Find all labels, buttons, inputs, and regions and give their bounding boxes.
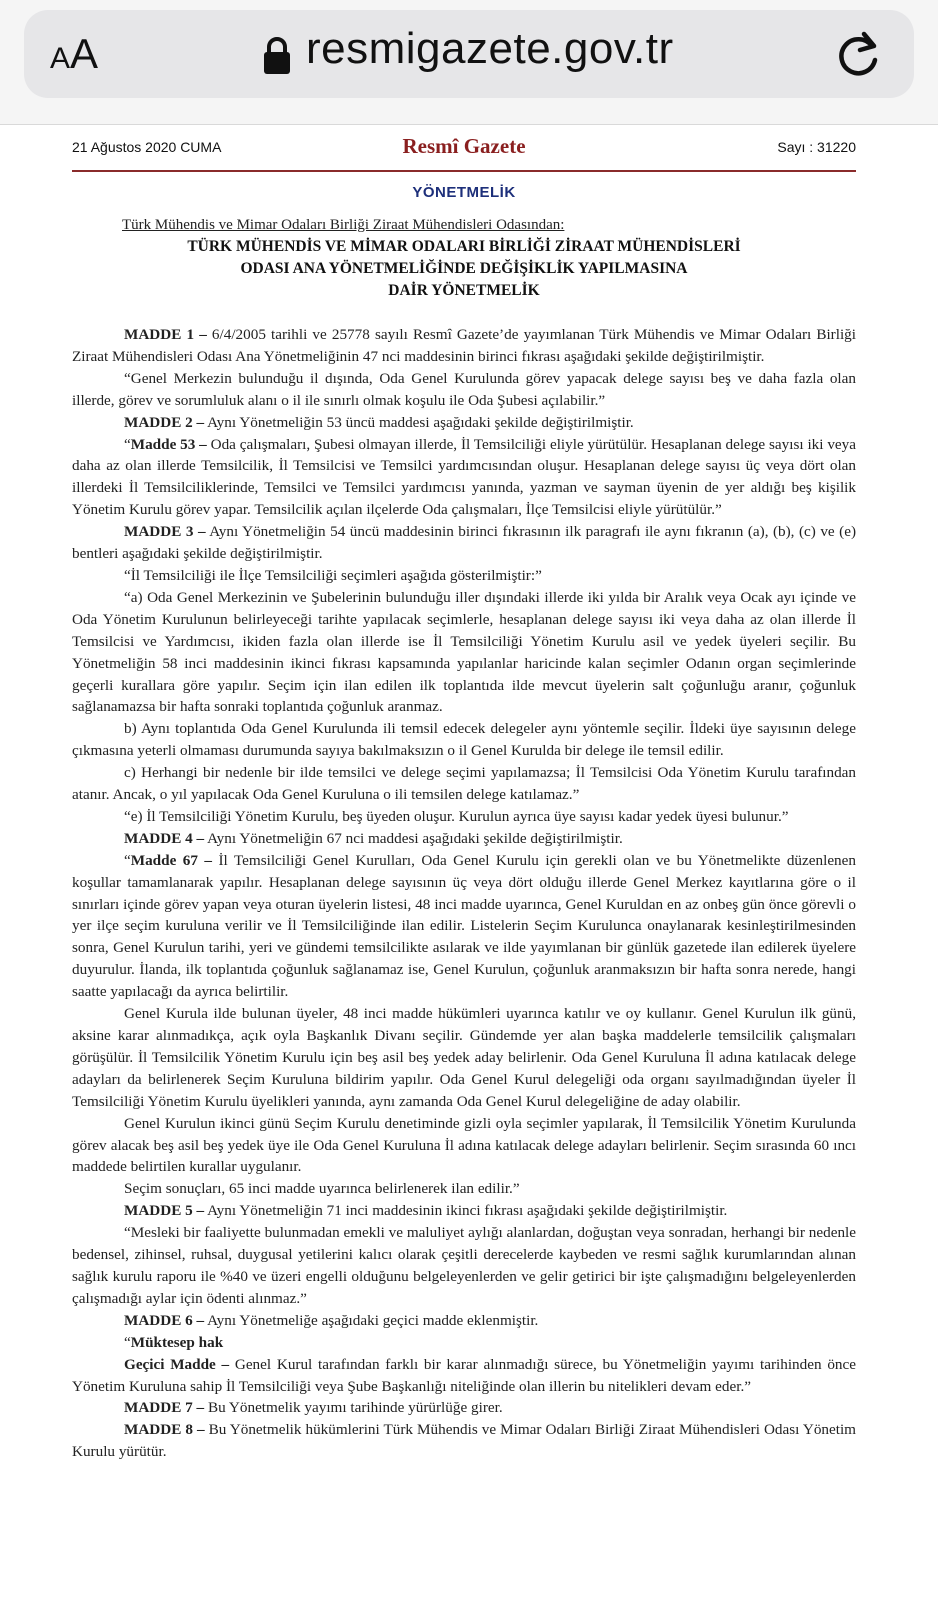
paragraph (72, 565, 856, 587)
paragraph (72, 1003, 856, 1113)
paragraph-text: “Mesleki bir faaliyette bulunmadan emekli ve maluliyet aylığı alanlardan, doğuştan veya sonradan, herhangi bir nedenle bedensel, zihinsel, ruhsal, duygusal yetilerini kalıcı olarak çeşitli derecelerde kaybeden ve resmi sağlık kurumlarından alınan sağlık kurulu raporu ile %40 ve üzeri engelli olduğunu belgeleyenlerden ve gelir getirici bir işte çalışmadığını belgeleyenlerden çalışmadığı aylar için ödenti alınmaz.” (72, 1224, 856, 1307)
paragraph (72, 762, 856, 806)
paragraph (72, 368, 856, 412)
paragraph-text: Seçim sonuçları, 65 inci madde uyarınca belirlenerek ilan edilir.” (124, 1180, 520, 1198)
paragraph-text: Aynı Yönetmeliğin 54 üncü maddesinin birinci fıkrasının ilk paragrafı ile aynı fıkranın (a), (b), (c) ve (e) bentleri aşağıdaki şekilde değiştirilmiştir. (72, 523, 856, 563)
paragraph (72, 1178, 856, 1200)
paragraph (72, 806, 856, 828)
url-text[interactable]: resmigazete.gov.tr (306, 24, 674, 73)
paragraph: “Madde 53 – Oda çalışmaları, Şubesi olmayan illerde, İl Temsilciliği eliyle yürütülür. Hesaplanan delege sayısı iki veya daha az olan illerde Temsilcilik, İl Temsilcisi ve Temsilci yardımcısından oluşur. Hesaplanan delege sayısı üç veya dört olan illerdeki İl Temsilciliklerinde, Temsilci ve Temsilci yardımcısı yanında, yazman ve sayman üyenin de yer aldığı beş kişilik Yönetim Kurulu görev yapar. Temsilcilik açılan ilçelerde Oda çalışmaları, İlçe Temsilcisi eliyle yürütülür.” (72, 435, 856, 519)
issuer-line: Türk Mühendis ve Mimar Odaları Birliği Ziraat Mühendisleri Odasından: (122, 217, 565, 233)
article-label: MADDE 2 – (124, 413, 205, 431)
paragraph-text: 6/4/2005 tarihli ve 25778 sayılı Resmî Gazete’de yayımlanan Türk Mühendis ve Mimar Odaları Birliği Ziraat Mühendisleri Odası Ana Yönetmeliğinin 47 nci maddesinin birinci fıkrası aşağıdaki şekilde değiştirilmiştir. (72, 326, 856, 365)
article-label: Müktesep hak (130, 1333, 224, 1351)
paragraph-text: Genel Kurula ilde bulunan üyeler, 48 inci madde hükümleri uyarınca katılır ve oy kullanır. Genel Kurulun ilk günü, aksine karar alınmadıkça, açık oyla Başkanlık Divanı seçilir. Gündemde yer alan başka maddelerle temsilcilik çalışmaları görüşülür. İl Temsilcilik Yönetim Kurulu için beş asil beş yedek aday belirlenir. Oda Genel Kuruluna İl adına katılacak delege adayları da belirlenerek Seçim Kuruluna bildirim yapılır. Oda Genel Kurul delegeliği oda organı sayılmadığından üyeler İl Temsilciliği Yönetim Kurulu üyelikleri yanında, aynı zamanda Oda Genel Kurul delegeliğine de aday olabilir. (72, 1005, 856, 1110)
article-label: MADDE 3 – (124, 523, 206, 541)
paragraph (72, 1397, 856, 1419)
paragraph-text: “Genel Merkezin bulunduğu il dışında, Oda Genel Kurulunda görev yapacak delege sayısı beş ve daha fazla olan illerde, görev ve sorumluluk alanı o il ile sınırlı olmak koşulu ile Oda Şubesi açılabilir.” (72, 369, 856, 409)
address-bar[interactable] (24, 10, 914, 98)
article-label: MADDE 8 – (124, 1421, 205, 1439)
paragraph (72, 521, 856, 565)
article-label: MADDE 1 – (124, 326, 207, 343)
article-label: MADDE 6 – (124, 1311, 205, 1329)
paragraph (72, 324, 856, 368)
issue-number: Sayı : 31220 (777, 139, 856, 155)
article-label: Madde 53 – (130, 435, 207, 453)
paragraph-text: “e) İl Temsilciliği Yönetim Kurulu, beş üyeden oluşur. Kurulun ayrıca üye sayısı kadar yedek üyesi bulunur.” (124, 807, 789, 825)
paragraph: “Madde 67 – İl Temsilciliği Genel Kurulları, Oda Genel Kurulu için gerekli olan ve bu Yönetmelikte düzenlenen koşullar tamamlanarak yapılır. Hesaplanan delege sayısının üç veya dört olduğu illerde Genel Merkez kayıtlarına göre o il sınırları içinde görev yapan veya oturan üyelerin listesi, 48 inci madde uyarınca, Genel Kuruldan en az onbeş gün önce görevli o yer ilçe seçim kuruluna verilir ve İl Temsilciliğinde ilan edilir. Listelerin Seçim Kurulunca onaylanarak kesinleştirilmesinden sonra, Genel Kurulun tarihi, yeri ve gündemi temsilcilikte asılarak ve ilde yayımlanan bir günlük gazetede ilan edilerek üyelere duyurulur. İlanda, ilk toplantıda çoğunluk sağlanamaz ise, Genel Kurulun, çoğunluk aranmaksızın bir hafta sonra nerede, hangi saatte yapılacağı da ayrıca belirtilir. (72, 851, 856, 1001)
paragraph (72, 1419, 856, 1463)
gazette-name: Resmî Gazete (402, 134, 526, 158)
paragraph-text: Bu Yönetmelik hükümlerini Türk Mühendis ve Mimar Odaları Birliği Ziraat Mühendisleri Odası Yönetim Kurulu yürütür. (72, 1421, 857, 1461)
title-line: TÜRK MÜHENDİS VE MİMAR ODALARI BİRLİĞİ ZİRAAT MÜHENDİSLERİ (187, 238, 741, 255)
regulation-title (72, 236, 856, 302)
issue-date: 21 Ağustos 2020 CUMA (72, 139, 222, 155)
paragraph-text: “İl Temsilciliği ile İlçe Temsilciliği seçimleri aşağıda gösterilmiştir:” (124, 566, 542, 584)
paragraph (72, 1200, 856, 1222)
paragraph-text: Aynı Yönetmeliğe aşağıdaki geçici madde eklenmiştir. (204, 1311, 539, 1329)
paragraph (72, 718, 856, 762)
browser-toolbar (0, 0, 938, 125)
paragraph-text: Aynı Yönetmeliğin 53 üncü maddesi aşağıdaki şekilde değiştirilmiştir. (204, 413, 634, 431)
regulation-body (72, 324, 856, 1463)
article-label: MADDE 4 – (124, 829, 205, 847)
paragraph-text: Genel Kurul tarafından farklı bir karar alınmadığı sürece, bu Yönetmeliğin yayımı tarihinden önce Yönetim Kuruluna sahip İl Temsilciliği veya Şube Başkanlığı niteliğinde olan illerin bu nitelikleri devam eder.” (72, 1355, 856, 1395)
paragraph-text: Oda çalışmaları, Şubesi olmayan illerde, İl Temsilciliği eliyle yürütülür. Hesaplanan delege sayısı iki veya daha az olan illerde Temsilcilik, İl Temsilcisi ve Temsilci yardımcısından oluşur. Hesaplanan delege sayısı üç veya dört olan illerdeki İl Temsilciliklerinde, Temsilci ve Temsilci yardımcısı yanında, yazman ve sayman üyenin de yer aldığı beş kişilik Yönetim Kurulu görev yapar. Temsilcilik açılan ilçelerde Oda çalışmaları, İlçe Temsilcisi eliyle yürütülür.” (72, 435, 856, 519)
paragraph-text: İl Temsilciliği Genel Kurulları, Oda Genel Kurulu için gerekli olan ve bu Yönetmelikte düzenlenen koşullar tamamlanarak yapılır. Hesaplanan delege sayısının üç veya dört olduğu illerde Genel Merkez kayıtlarına göre o il sınırları içinde görev yapan veya oturan üyelerin listesi, 48 inci madde uyarınca, Genel Kuruldan en az onbeş gün önce görevli o yer ilçe seçim kuruluna verilir ve İl Temsilciliğinde ilan edilir. Listelerin Seçim Kurulunca onaylanarak kesinleştirilmesinden sonra, Genel Kurulun tarihi, yeri ve gündemi temsilcilikte asılarak ve ilde yayımlanan bir günlük gazetede ilan edilerek üyelere duyurulur. İlanda, ilk toplantıda çoğunluk sağlanamaz ise, Genel Kurulun, çoğunluk aranmaksızın bir hafta sonra nerede, hangi saatte yapılacağı da ayrıca belirtilir. (72, 851, 856, 1001)
title-line: DAİR YÖNETMELİK (388, 282, 540, 299)
article-label: MADDE 5 – (124, 1202, 205, 1220)
paragraph (72, 1354, 856, 1398)
paragraph-text: c) Herhangi bir nedenle bir ilde temsilci ve delege seçimi yapılamazsa; İl Temsilcisi Oda Yönetim Kurulu tarafından atanır. Ancak, o yıl yapılacak Oda Genel Kuruluna o ili temsilen delege katılamaz.” (72, 764, 856, 804)
paragraph (72, 1310, 856, 1332)
article-label: Madde 67 – (130, 851, 213, 869)
paragraph-text: Bu Yönetmelik yayımı tarihinde yürürlüğe girer. (204, 1399, 503, 1417)
title-line: ODASI ANA YÖNETMELİĞİNDE DEĞİŞİKLİK YAPILMASINA (240, 260, 688, 277)
article-label: Geçici Madde – (124, 1355, 230, 1373)
paragraph (72, 1222, 856, 1310)
paragraph: “Müktesep hak (124, 1333, 224, 1351)
paragraph-text: Aynı Yönetmeliğin 67 nci maddesi aşağıdaki şekilde değiştirilmiştir. (204, 829, 623, 847)
gazette-header (72, 132, 856, 172)
paragraph-text: “a) Oda Genel Merkezinin ve Şubelerinin bulunduğu iller dışındaki illerde iki yılda bir Aralık veya Ocak ayı içinde ve Oda Yönetim Kurulunun belirleyeceği tarihte yapılacak seçimlerle, hesaplanan delege sayısı iki veya daha az olan illerde İl Temsilcisi ve Yardımcısı, ikiden fazla olan illerde ise İl Temsilciliği Yönetim Kurulu asil ve yedek üyeleri seçilir. Bu Yönetmeliğin 58 inci maddesinin ikinci fıkrası kapsamında yapılanlar haricinde kalan seçimler Odanın organ seçimlerinde geçerli kurallara göre yapılır. Seçim için ilan edilen ilk toplantıda ilde mevcut üyelerin salt çoğunluğu aranır, çoğunluk sağlanamazsa bir hafta sonraki toplantıda çoğunluk aranmaz. (72, 588, 856, 716)
paragraph (72, 1113, 856, 1179)
paragraph (72, 587, 856, 718)
gazette-page (72, 124, 856, 1463)
paragraph-text: Aynı Yönetmeliğin 71 inci maddesinin ikinci fıkrası aşağıdaki şekilde değiştirilmiştir. (204, 1202, 728, 1220)
paragraph (72, 828, 856, 850)
section-heading: YÖNETMELİK (412, 184, 516, 201)
paragraph-text: Genel Kurulun ikinci günü Seçim Kurulu denetiminde gizli oyla seçimler yapılarak, İl Temsilcilik Yönetim Kurulunda görev alacak beş asil beş yedek üye ile Oda Genel Kuruluna İl adına katılacak delege adayları belirlenir. Seçim sırasında 60 ıncı maddede belirtilen kurallar uygulanır. (72, 1114, 856, 1176)
paragraph (72, 412, 856, 434)
article-label: MADDE 7 – (124, 1399, 205, 1417)
reload-icon[interactable] (832, 26, 884, 82)
text-size-button[interactable]: AA (50, 30, 99, 77)
lock-icon (262, 36, 292, 76)
paragraph-text: b) Aynı toplantıda Oda Genel Kurulunda ili temsil edecek delegeler aynı yöntemle seçilir. İldeki üye sayısının delege çıkmasına yeterli olmaması durumunda sayıya bakılmaksızın o il Genel Kurulda bir delege ile temsil edilir. (72, 720, 856, 760)
